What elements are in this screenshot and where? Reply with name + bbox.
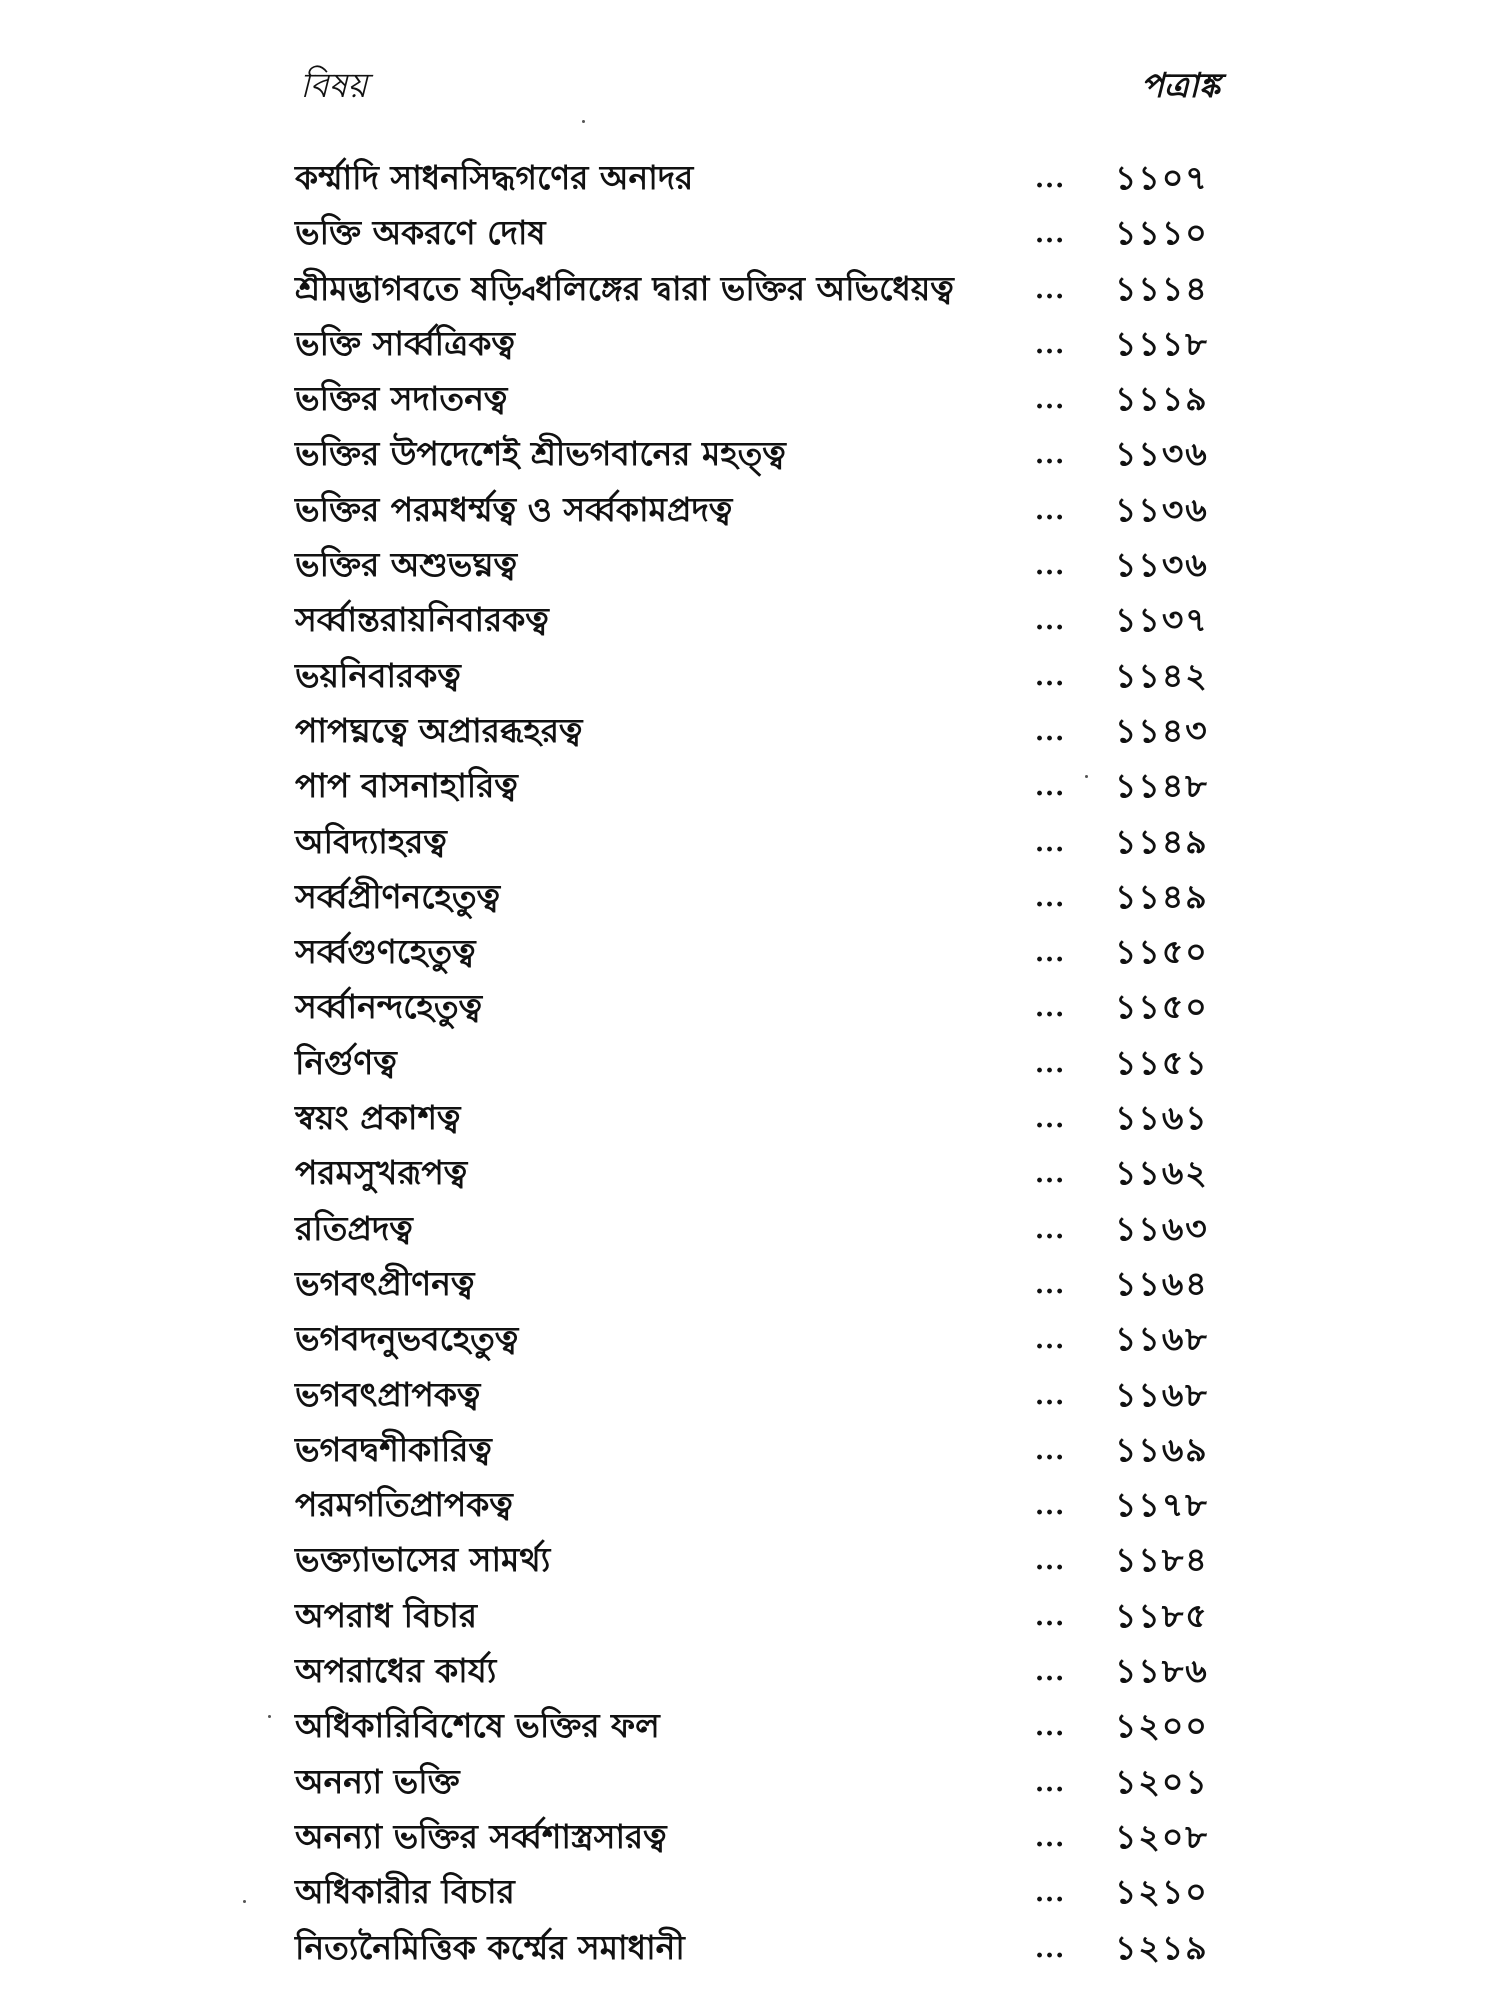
toc-entry-title: ভক্তির পরমধর্ম্মত্ব ও সর্ব্বকামপ্রদত্ব xyxy=(295,489,733,529)
toc-entry-leader: ... xyxy=(1035,1435,1066,1466)
toc-entry-leader: ... xyxy=(1035,495,1066,526)
toc-entry-title: অবিদ্যাহরত্ব xyxy=(295,821,447,861)
toc-entry-page-number: ১১৬৯ xyxy=(1115,1429,1209,1469)
toc-entry-page-number: ১১০৭ xyxy=(1115,158,1209,197)
toc-entry-page-number: ১২০১ xyxy=(1115,1761,1209,1801)
toc-entry-title: সর্ব্বানন্দহেতুত্ব xyxy=(295,987,483,1027)
toc-entry-leader: ... xyxy=(1035,1380,1066,1411)
subject-column-heading: বিষয় xyxy=(300,66,368,106)
toc-entry-leader: ... xyxy=(1035,440,1066,471)
toc-entry xyxy=(295,150,1225,205)
toc-entry xyxy=(295,592,1225,647)
toc-entry-leader: ... xyxy=(1035,1491,1066,1522)
toc-entry-leader: ... xyxy=(1035,1878,1066,1909)
toc-entry-title: কর্ম্মাদি সাধনসিদ্ধগণের অনাদর xyxy=(295,158,694,197)
print-speck xyxy=(268,1715,271,1718)
toc-entry-page-number: ১১৩৭ xyxy=(1115,600,1209,640)
print-speck xyxy=(243,1900,246,1903)
toc-entry-title: নির্গুণত্ব xyxy=(295,1042,397,1082)
toc-entry-title: ভক্তির উপদেশেই শ্রীভগবানের মহত্ত্ব xyxy=(295,434,786,474)
toc-entry-leader: ... xyxy=(1035,274,1066,305)
toc-entry-page-number: ১১৫১ xyxy=(1115,1042,1209,1082)
toc-entry-leader: ... xyxy=(1035,385,1066,416)
toc-entry-page-number: ১১৫০ xyxy=(1115,932,1209,972)
toc-entry-page-number: ১১১৯ xyxy=(1115,379,1209,419)
toc-entry-title: রতিপ্রদত্ব xyxy=(295,1208,413,1248)
toc-entry xyxy=(295,1698,1225,1753)
toc-entry-title: পরমগতিপ্রাপকত্ব xyxy=(295,1485,513,1525)
toc-entry-leader: ... xyxy=(1035,827,1066,858)
toc-entry-title: ভক্তি সার্ব্বত্রিকত্ব xyxy=(295,323,515,363)
toc-entry-title: নিত্যনৈমিত্তিক কর্ম্মের সমাধানী xyxy=(295,1927,685,1967)
toc-entry-leader: ... xyxy=(1035,606,1066,637)
toc-entry xyxy=(295,1588,1225,1643)
toc-entry-leader: ... xyxy=(1035,1822,1066,1853)
toc-entry xyxy=(295,1145,1225,1200)
toc-entry-leader: ... xyxy=(1035,551,1066,582)
toc-entry-leader: ... xyxy=(1035,1269,1066,1300)
toc-entry-title: ভগবৎপ্রাপকত্ব xyxy=(295,1374,481,1414)
toc-entry-title: ভক্তি অকরণে দোষ xyxy=(295,213,546,253)
toc-entry-leader: ... xyxy=(1035,993,1066,1024)
toc-entry-title: ভগবৎপ্রীণনত্ব xyxy=(295,1263,475,1303)
toc-entry-title: পরমসুখরূপত্ব xyxy=(295,1153,468,1193)
toc-entry-title: অপরাধের কার্য্য xyxy=(295,1651,497,1691)
toc-entry-leader: ... xyxy=(1035,164,1066,194)
toc-entry-leader: ... xyxy=(1035,1657,1066,1688)
toc-entry-page-number: ১২১০ xyxy=(1115,1872,1209,1912)
toc-entry xyxy=(295,1422,1225,1477)
toc-entry xyxy=(295,648,1225,703)
toc-entry-page-number: ১১৮৬ xyxy=(1115,1651,1209,1691)
toc-entry-leader: ... xyxy=(1035,1159,1066,1190)
toc-entry xyxy=(295,1367,1225,1422)
toc-entry xyxy=(295,979,1225,1034)
toc-header xyxy=(300,60,1220,110)
toc-entry-title: ভয়নিবারকত্ব xyxy=(295,655,461,695)
toc-list xyxy=(295,150,1225,1975)
toc-entry xyxy=(295,1920,1225,1975)
toc-entry-leader: ... xyxy=(1035,329,1066,360)
toc-entry xyxy=(295,426,1225,481)
toc-entry-page-number: ১১৬৮ xyxy=(1115,1374,1209,1414)
toc-entry xyxy=(295,1311,1225,1366)
toc-entry-page-number: ১১৪২ xyxy=(1115,655,1209,695)
print-speck xyxy=(1085,775,1088,778)
toc-entry-leader: ... xyxy=(1035,772,1066,803)
toc-entry xyxy=(295,1090,1225,1145)
toc-entry-page-number: ১১৬৮ xyxy=(1115,1319,1209,1359)
toc-entry xyxy=(295,1035,1225,1090)
toc-entry-title: সর্ব্বপ্রীণনহেতুত্ব xyxy=(295,876,501,916)
toc-entry xyxy=(295,1256,1225,1311)
toc-entry-page-number: ১২০৮ xyxy=(1115,1816,1209,1856)
toc-entry-title: অধিকারীর বিচার xyxy=(295,1872,515,1912)
toc-entry xyxy=(295,1201,1225,1256)
page-number-column-heading: পত্রাঙ্ক xyxy=(1140,66,1220,106)
toc-entry-title: ভক্তির সদাতনত্ব xyxy=(295,379,508,419)
toc-entry-leader: ... xyxy=(1035,1325,1066,1356)
toc-entry-title: স্বয়ং প্রকাশত্ব xyxy=(295,1098,461,1138)
toc-entry-leader: ... xyxy=(1035,661,1066,692)
toc-entry xyxy=(295,1532,1225,1587)
toc-entry xyxy=(295,1864,1225,1919)
toc-entry-title: ভক্ত্যাভাসের সামর্থ্য xyxy=(295,1540,551,1580)
toc-entry-title: সর্ব্বগুণহেতুত্ব xyxy=(295,932,476,972)
toc-entry-leader: ... xyxy=(1035,938,1066,969)
toc-entry xyxy=(295,261,1225,316)
toc-entry xyxy=(295,758,1225,813)
toc-entry-title: ভগবদ্বশীকারিত্ব xyxy=(295,1429,492,1469)
toc-entry-title: অনন্যা ভক্তির সর্ব্বশাস্ত্রসারত্ব xyxy=(295,1816,667,1856)
toc-entry-leader: ... xyxy=(1035,1546,1066,1577)
toc-entry-leader: ... xyxy=(1035,1712,1066,1743)
toc-entry-page-number: ১১৩৬ xyxy=(1115,434,1209,474)
toc-entry xyxy=(295,703,1225,758)
toc-entry-leader: ... xyxy=(1035,219,1066,250)
toc-entry-page-number: ১১৩৬ xyxy=(1115,545,1209,585)
toc-entry-page-number: ১১৪৯ xyxy=(1115,821,1209,861)
toc-entry xyxy=(295,1809,1225,1864)
toc-entry-leader: ... xyxy=(1035,1601,1066,1632)
toc-entry-page-number: ১১৪৯ xyxy=(1115,876,1209,916)
toc-entry-title: পাপঘ্নত্বে অপ্রারব্ধহরত্ব xyxy=(295,710,583,750)
toc-entry-page-number: ১১৩৬ xyxy=(1115,489,1209,529)
toc-entry-page-number: ১১৮৪ xyxy=(1115,1540,1209,1580)
toc-entry-leader: ... xyxy=(1035,1104,1066,1135)
toc-entry-title: অপরাধ বিচার xyxy=(295,1595,478,1635)
toc-entry-title: সর্ব্বান্তরায়নিবারকত্ব xyxy=(295,600,549,640)
toc-entry-page-number: ১১১৮ xyxy=(1115,323,1209,363)
toc-entry-leader: ... xyxy=(1035,716,1066,747)
toc-entry xyxy=(295,1477,1225,1532)
toc-entry-title: ভক্তির অশুভঘ্নত্ব xyxy=(295,545,518,585)
toc-entry-page-number: ১১৫০ xyxy=(1115,987,1209,1027)
toc-entry-leader: ... xyxy=(1035,882,1066,913)
toc-entry xyxy=(295,205,1225,260)
toc-entry xyxy=(295,869,1225,924)
toc-entry-page-number: ১১৭৮ xyxy=(1115,1485,1209,1525)
toc-entry-leader: ... xyxy=(1035,1214,1066,1245)
toc-entry xyxy=(295,814,1225,869)
print-speck xyxy=(582,120,585,123)
toc-entry-title: অধিকারিবিশেষে ভক্তির ফল xyxy=(295,1706,660,1746)
toc-entry xyxy=(295,924,1225,979)
toc-entry-title: ভগবদনুভবহেতুত্ব xyxy=(295,1319,519,1359)
toc-entry-title: অনন্যা ভক্তি xyxy=(295,1761,460,1801)
toc-entry-page-number: ১১১০ xyxy=(1115,213,1209,253)
toc-entry-leader: ... xyxy=(1035,1048,1066,1079)
toc-entry xyxy=(295,1643,1225,1698)
toc-entry-page-number: ১১৬৩ xyxy=(1115,1208,1209,1248)
toc-entry-page-number: ১১৬১ xyxy=(1115,1098,1209,1138)
toc-entry xyxy=(295,537,1225,592)
toc-entry xyxy=(295,1754,1225,1809)
toc-entry xyxy=(295,316,1225,371)
toc-entry-page-number: ১১৮৫ xyxy=(1115,1595,1209,1635)
toc-entry-leader: ... xyxy=(1035,1933,1066,1964)
toc-entry-title: শ্রীমদ্ভাগবতে ষড়্বিধলিঙ্গের দ্বারা ভক্তির অভিধেয়ত্ব xyxy=(295,268,954,308)
toc-entry-leader: ... xyxy=(1035,1767,1066,1798)
toc-entry xyxy=(295,371,1225,426)
toc-entry-title: পাপ বাসনাহারিত্ব xyxy=(295,766,518,806)
toc-entry-page-number: ১১৪৮ xyxy=(1115,766,1209,806)
toc-entry-page-number: ১১৬৪ xyxy=(1115,1263,1209,1303)
toc-entry-page-number: ১১১৪ xyxy=(1115,268,1209,308)
toc-entry xyxy=(295,482,1225,537)
toc-entry-page-number: ১২০০ xyxy=(1115,1706,1209,1746)
toc-entry-page-number: ১২১৯ xyxy=(1115,1927,1209,1967)
toc-entry-page-number: ১১৬২ xyxy=(1115,1153,1209,1193)
toc-entry-page-number: ১১৪৩ xyxy=(1115,710,1209,750)
